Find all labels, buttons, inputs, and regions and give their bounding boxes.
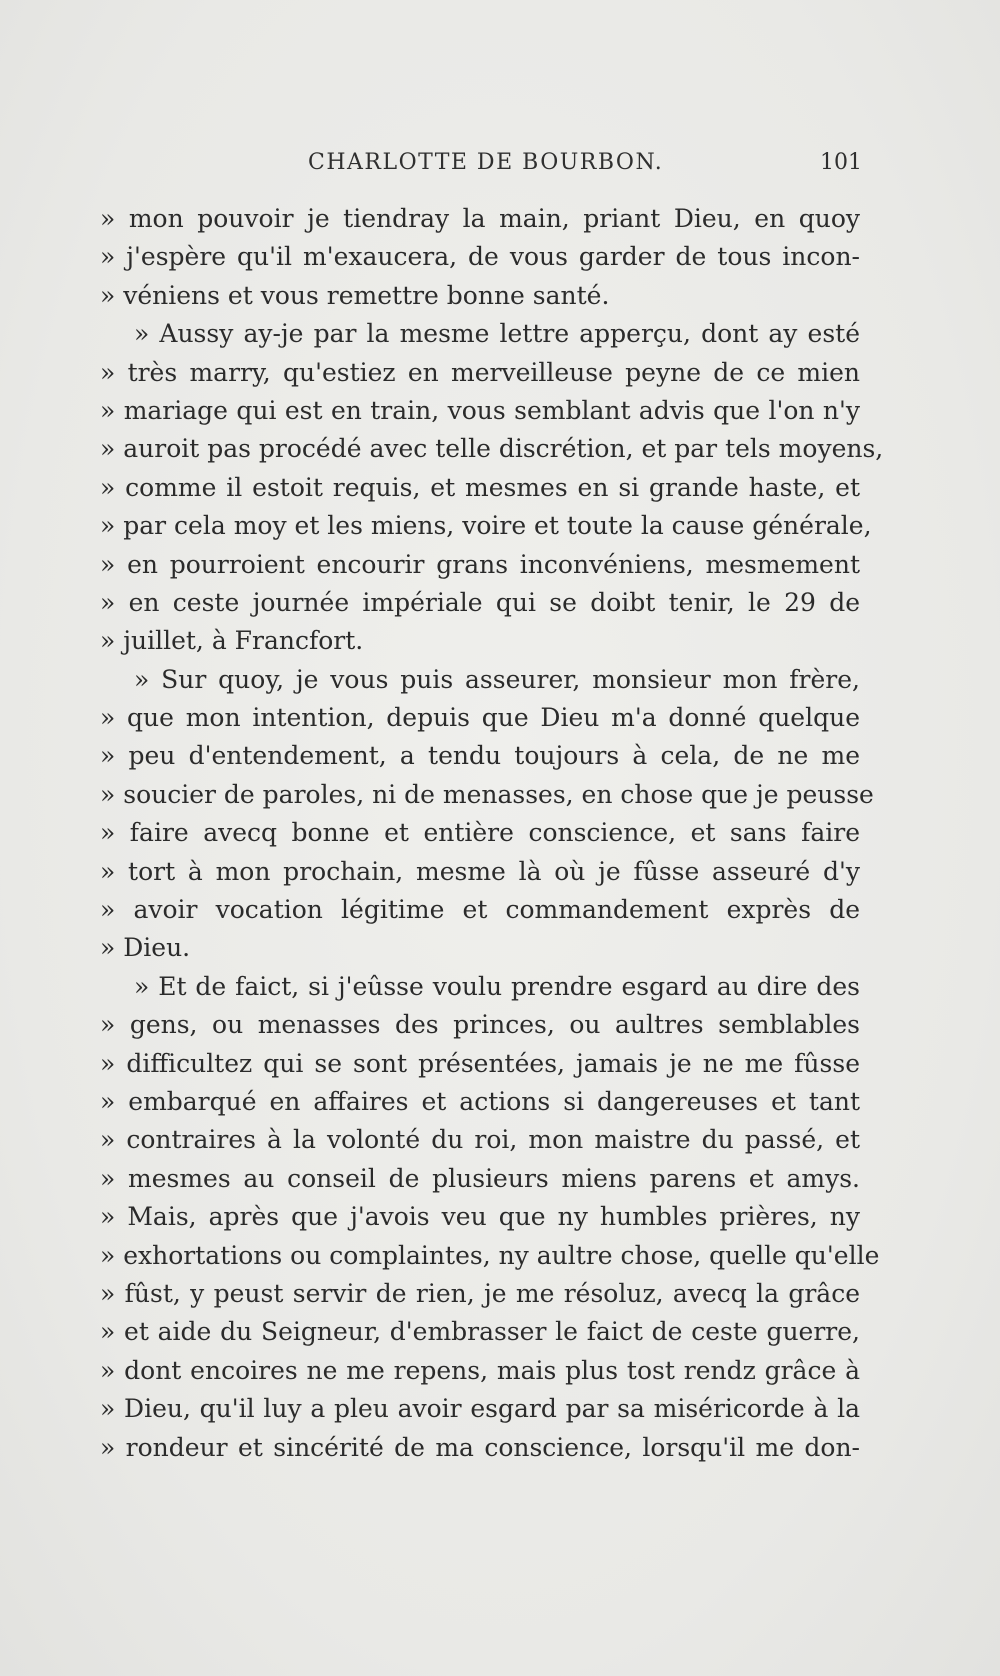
text-line: » mariage qui est en train, vous semblant advis que l'on n'y [100,395,860,425]
text-line: » Sur quoy, je vous puis asseurer, monsieur mon frère, [134,664,860,694]
text-line: » gens, ou menasses des princes, ou aultres semblables [100,1010,860,1040]
text-line: » faire avecq bonne et entière conscience, et sans faire [100,818,860,848]
text-line: » par cela moy et les miens, voire et toute la cause générale, [100,511,872,541]
text-line: » mon pouvoir je tiendray la main, priant Dieu, en quoy [100,204,860,233]
body-text [100,200,884,1467]
text-line: » rondeur et sincérité de ma conscience, lorsqu'il me don- [100,1432,860,1462]
running-head: CHARLOTTE DE BOURBON. [308,150,664,175]
text-line: » dont encoires ne me repens, mais plus tost rendz grâce à [100,1355,860,1385]
text-line: » auroit pas procédé avec telle discrétion, et par tels moyens, [100,434,884,464]
text-line: » comme il estoit requis, et mesmes en si grande haste, et [100,472,860,502]
text-line: » Dieu, qu'il luy a pleu avoir esgard par sa miséricorde à la [100,1394,860,1424]
text-line: » très marry, qu'estiez en merveilleuse peyne de ce mien [100,357,860,387]
text-line: » peu d'entendement, a tendu toujours à cela, de ne me [100,741,860,771]
text-line: » que mon intention, depuis que Dieu m'a donné quelque [100,703,860,733]
text-line: » et aide du Seigneur, d'embrasser le faict de ceste guerre, [100,1317,860,1347]
text-line: » soucier de paroles, ni de menasses, en chose que je peusse [100,779,874,809]
text-line: » Dieu. [100,933,191,963]
text-line: » Aussy ay-je par la mesme lettre apperçu, dont ay esté [134,319,860,349]
page-number: 101 [820,150,862,175]
text-line: » embarqué en affaires et actions si dangereuses et tant [100,1086,860,1116]
text-line: » Mais, après que j'avois veu que ny humbles prières, ny [100,1202,860,1232]
text-line: » contraires à la volonté du roi, mon maistre du passé, et [100,1125,860,1155]
text-line: » exhortations ou complaintes, ny aultre chose, quelle qu'elle [100,1240,880,1270]
text-line: » en pourroient encourir grans inconvéniens, mesmement [100,549,860,579]
text-line: » en ceste journée impériale qui se doibt tenir, le 29 de [100,587,860,617]
text-line: » fûst, y peust servir de rien, je me résoluz, avecq la grâce [100,1278,860,1308]
text-line: » mesmes au conseil de plusieurs miens parens et amys. [100,1163,860,1193]
text-line: » juillet, à Francfort. [100,626,364,656]
text-line: » Et de faict, si j'eûsse voulu prendre esgard au dire des [134,971,860,1001]
text-line: » j'espère qu'il m'exaucera, de vous garder de tous incon- [100,242,860,272]
text-line: » avoir vocation légitime et commandement exprès de [100,895,860,925]
text-line: » véniens et vous remettre bonne santé. [100,280,610,310]
text-line: » difficultez qui se sont présentées, jamais je ne me fûsse [100,1048,860,1078]
text-line: » tort à mon prochain, mesme là où je fûsse asseuré d'y [100,856,860,886]
page-header [300,150,870,184]
